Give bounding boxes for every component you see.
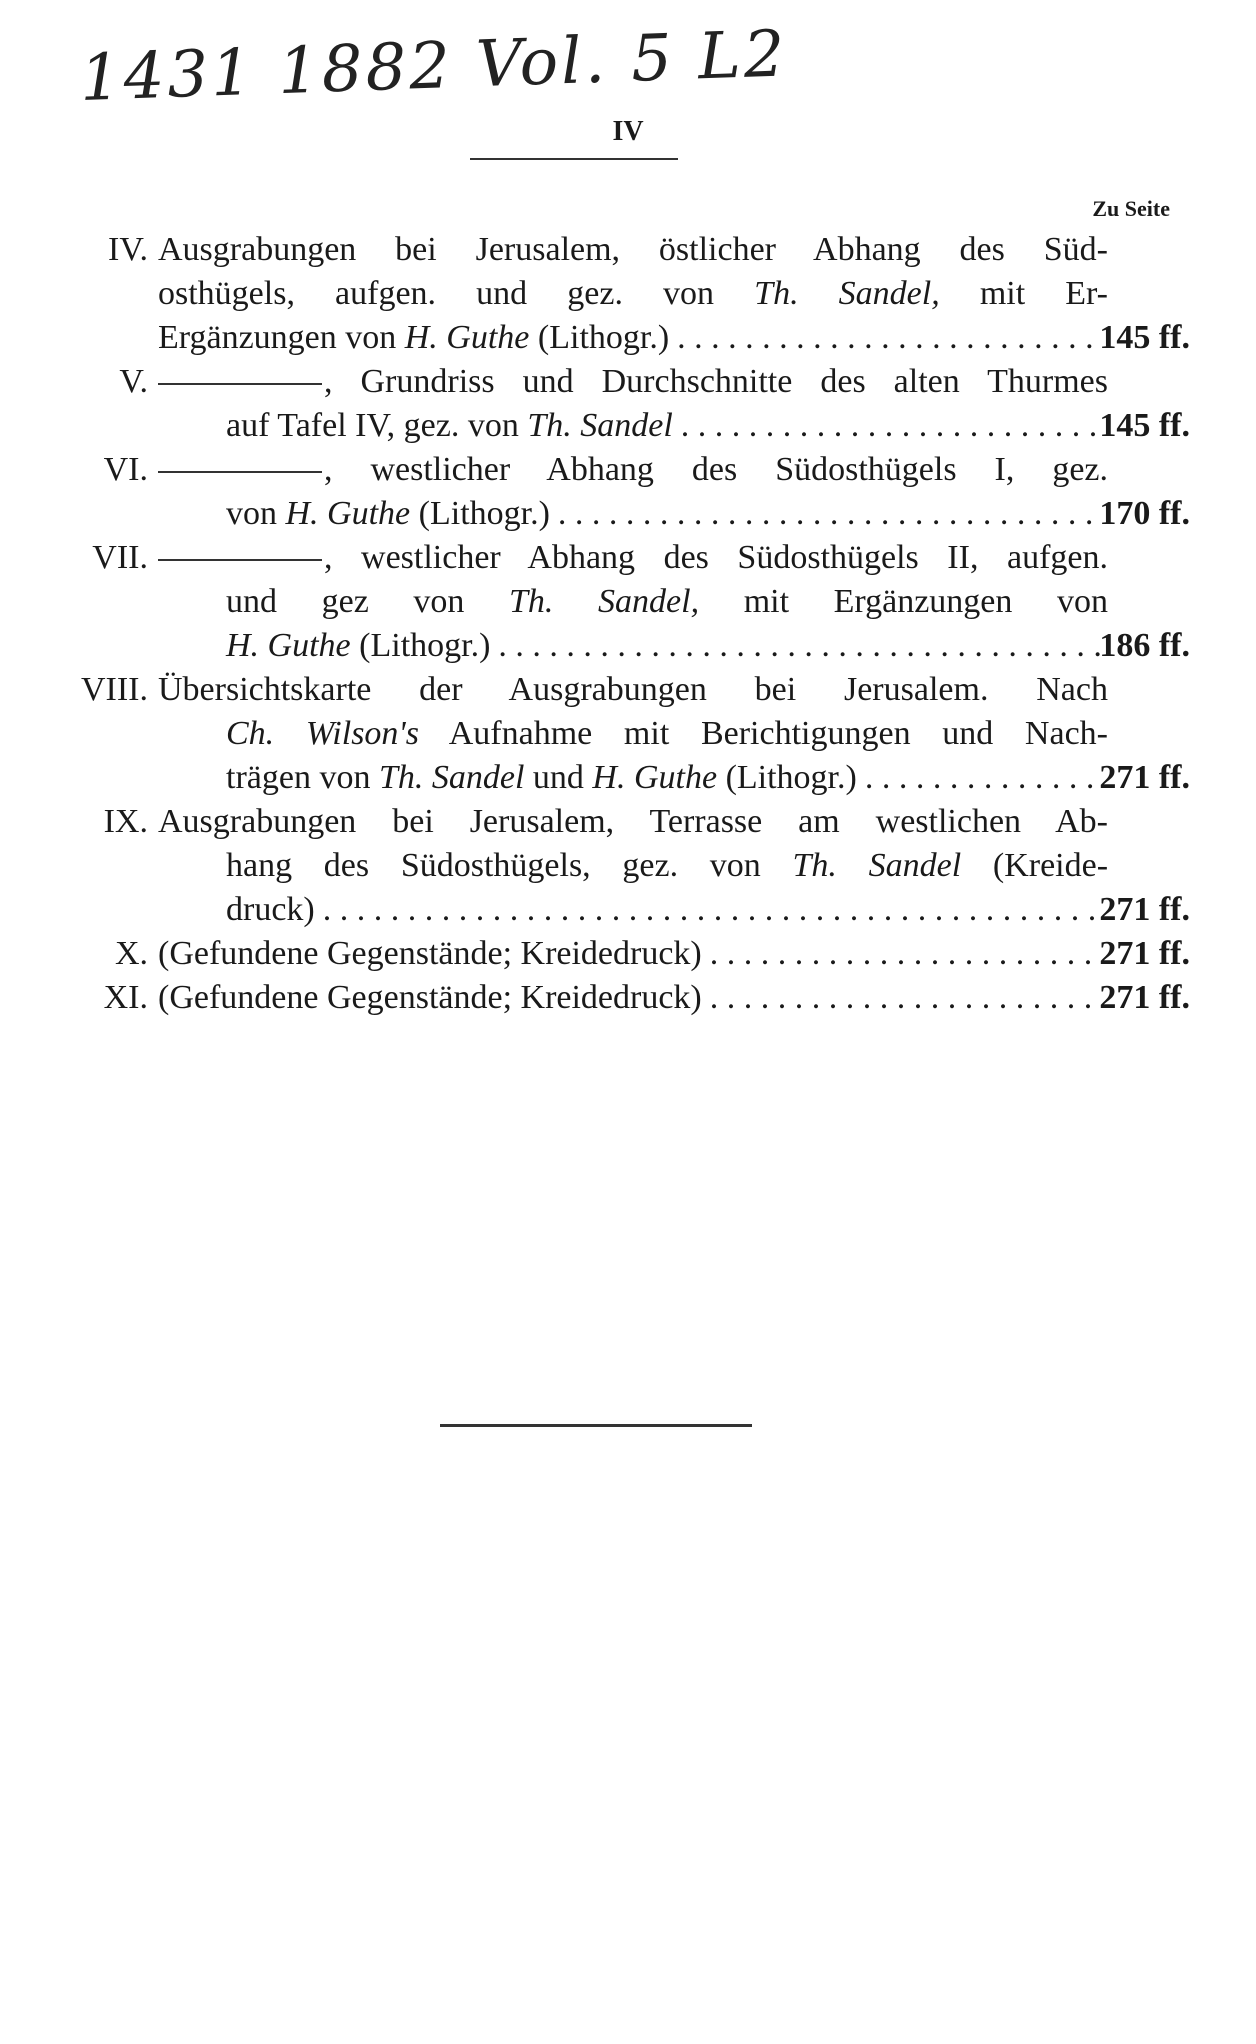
entry-line: (Gefundene Gegenstände; Kreidedruck) . . .	[158, 976, 1108, 1020]
entry-number: X.	[114, 935, 148, 972]
author-name: H. Guthe	[592, 759, 718, 796]
handwritten-note: 1431 1882 Vol. 5 L2	[78, 17, 789, 116]
author-name: Th. Sandel	[378, 759, 525, 796]
header-rule	[470, 158, 678, 160]
entry-line: und gez von Th. Sandel, mit Ergänzungen von	[226, 583, 1108, 620]
column-header: Zu Seite	[1092, 196, 1170, 221]
entry-line: auf Tafel IV, gez. von Th. Sandel . . .	[158, 404, 1108, 448]
page-reference: 186 ff.	[1099, 627, 1190, 664]
author-name: H. Guthe	[285, 495, 411, 532]
page-reference: 170 ff.	[1099, 495, 1190, 532]
entry-line: druck) . . .	[158, 888, 1108, 932]
page-reference: 271 ff.	[1099, 891, 1190, 928]
entry-line: Übersichtskarte der Ausgrabungen bei Jerusalem. Nach	[158, 671, 1108, 708]
ditto-dash	[158, 559, 322, 561]
entry-line: hang des Südosthügels, gez. von Th. Sandel (Kreide-	[226, 847, 1109, 884]
entry-number: IV.	[108, 231, 148, 268]
entry-line: , Grundriss und Durchschnitte des alten Thurmes	[158, 360, 1108, 404]
author-name: H. Guthe	[226, 627, 351, 664]
toc-entry-v	[40, 360, 1190, 448]
dot-leader	[681, 404, 1100, 448]
dot-leader	[710, 976, 1100, 1020]
ditto-dash	[158, 383, 322, 385]
toc-entry-x	[40, 932, 1190, 976]
toc-entry-vi	[40, 448, 1190, 536]
page-reference: 145 ff.	[1099, 319, 1190, 356]
toc-entry-iv	[40, 228, 1190, 360]
entry-number: V.	[119, 363, 148, 400]
dot-leader	[558, 492, 1100, 536]
entry-line: H. Guthe (Lithogr.) . . .	[158, 624, 1108, 668]
toc-entry-viii	[40, 668, 1190, 800]
entry-line: osthügels, aufgen. und gez. von Th. Sandel, mit Er-	[158, 275, 1109, 312]
page-reference: 271 ff.	[1099, 759, 1190, 796]
entry-line: von H. Guthe (Lithogr.) . . .	[158, 492, 1108, 536]
dot-leader	[498, 624, 1100, 668]
dot-leader	[323, 888, 1100, 932]
author-name: Th. Sandel	[792, 847, 962, 884]
toc-entry-xi	[40, 976, 1190, 1020]
toc-entry-vii	[40, 536, 1190, 668]
table-of-plates	[40, 228, 1190, 1020]
page-reference: 271 ff.	[1099, 979, 1190, 1016]
author-name: H. Guthe	[404, 319, 530, 356]
dot-leader	[710, 932, 1100, 976]
entry-line: , westlicher Abhang des Südosthügels I, gez.	[158, 448, 1108, 492]
page-reference: 271 ff.	[1099, 935, 1190, 972]
page-number: IV	[612, 116, 644, 147]
toc-entry-ix	[40, 800, 1190, 932]
author-name: Th. Sandel,	[754, 275, 940, 312]
entry-number: VIII.	[80, 671, 148, 708]
entry-line: , westlicher Abhang des Südosthügels II, aufgen.	[158, 536, 1108, 580]
entry-number: IX.	[103, 803, 148, 840]
dot-leader	[865, 756, 1100, 800]
footer-rule	[440, 1424, 752, 1427]
author-name: Ch. Wilson's	[226, 715, 419, 752]
entry-line: Ausgrabungen bei Jerusalem, Terrasse am westlichen Ab-	[158, 803, 1108, 840]
ditto-dash	[158, 471, 322, 473]
entry-number: VI.	[103, 451, 148, 488]
entry-number: VII.	[92, 539, 148, 576]
entry-line: trägen von Th. Sandel und H. Guthe (Lithogr.) . . .	[158, 756, 1108, 800]
author-name: Th. Sandel	[527, 407, 673, 444]
entry-line: (Gefundene Gegenstände; Kreidedruck) . . .	[158, 932, 1108, 976]
author-name: Th. Sandel,	[509, 583, 700, 620]
entry-line: Ausgrabungen bei Jerusalem, östlicher Abhang des Süd-	[158, 231, 1108, 268]
entry-line: Ch. Wilson's Aufnahme mit Berichtigungen und Nach-	[226, 715, 1108, 752]
dot-leader	[677, 316, 1100, 360]
entry-number: XI.	[103, 979, 148, 1016]
page-reference: 145 ff.	[1099, 407, 1190, 444]
entry-line: Ergänzungen von H. Guthe (Lithogr.) . . .	[158, 316, 1108, 360]
